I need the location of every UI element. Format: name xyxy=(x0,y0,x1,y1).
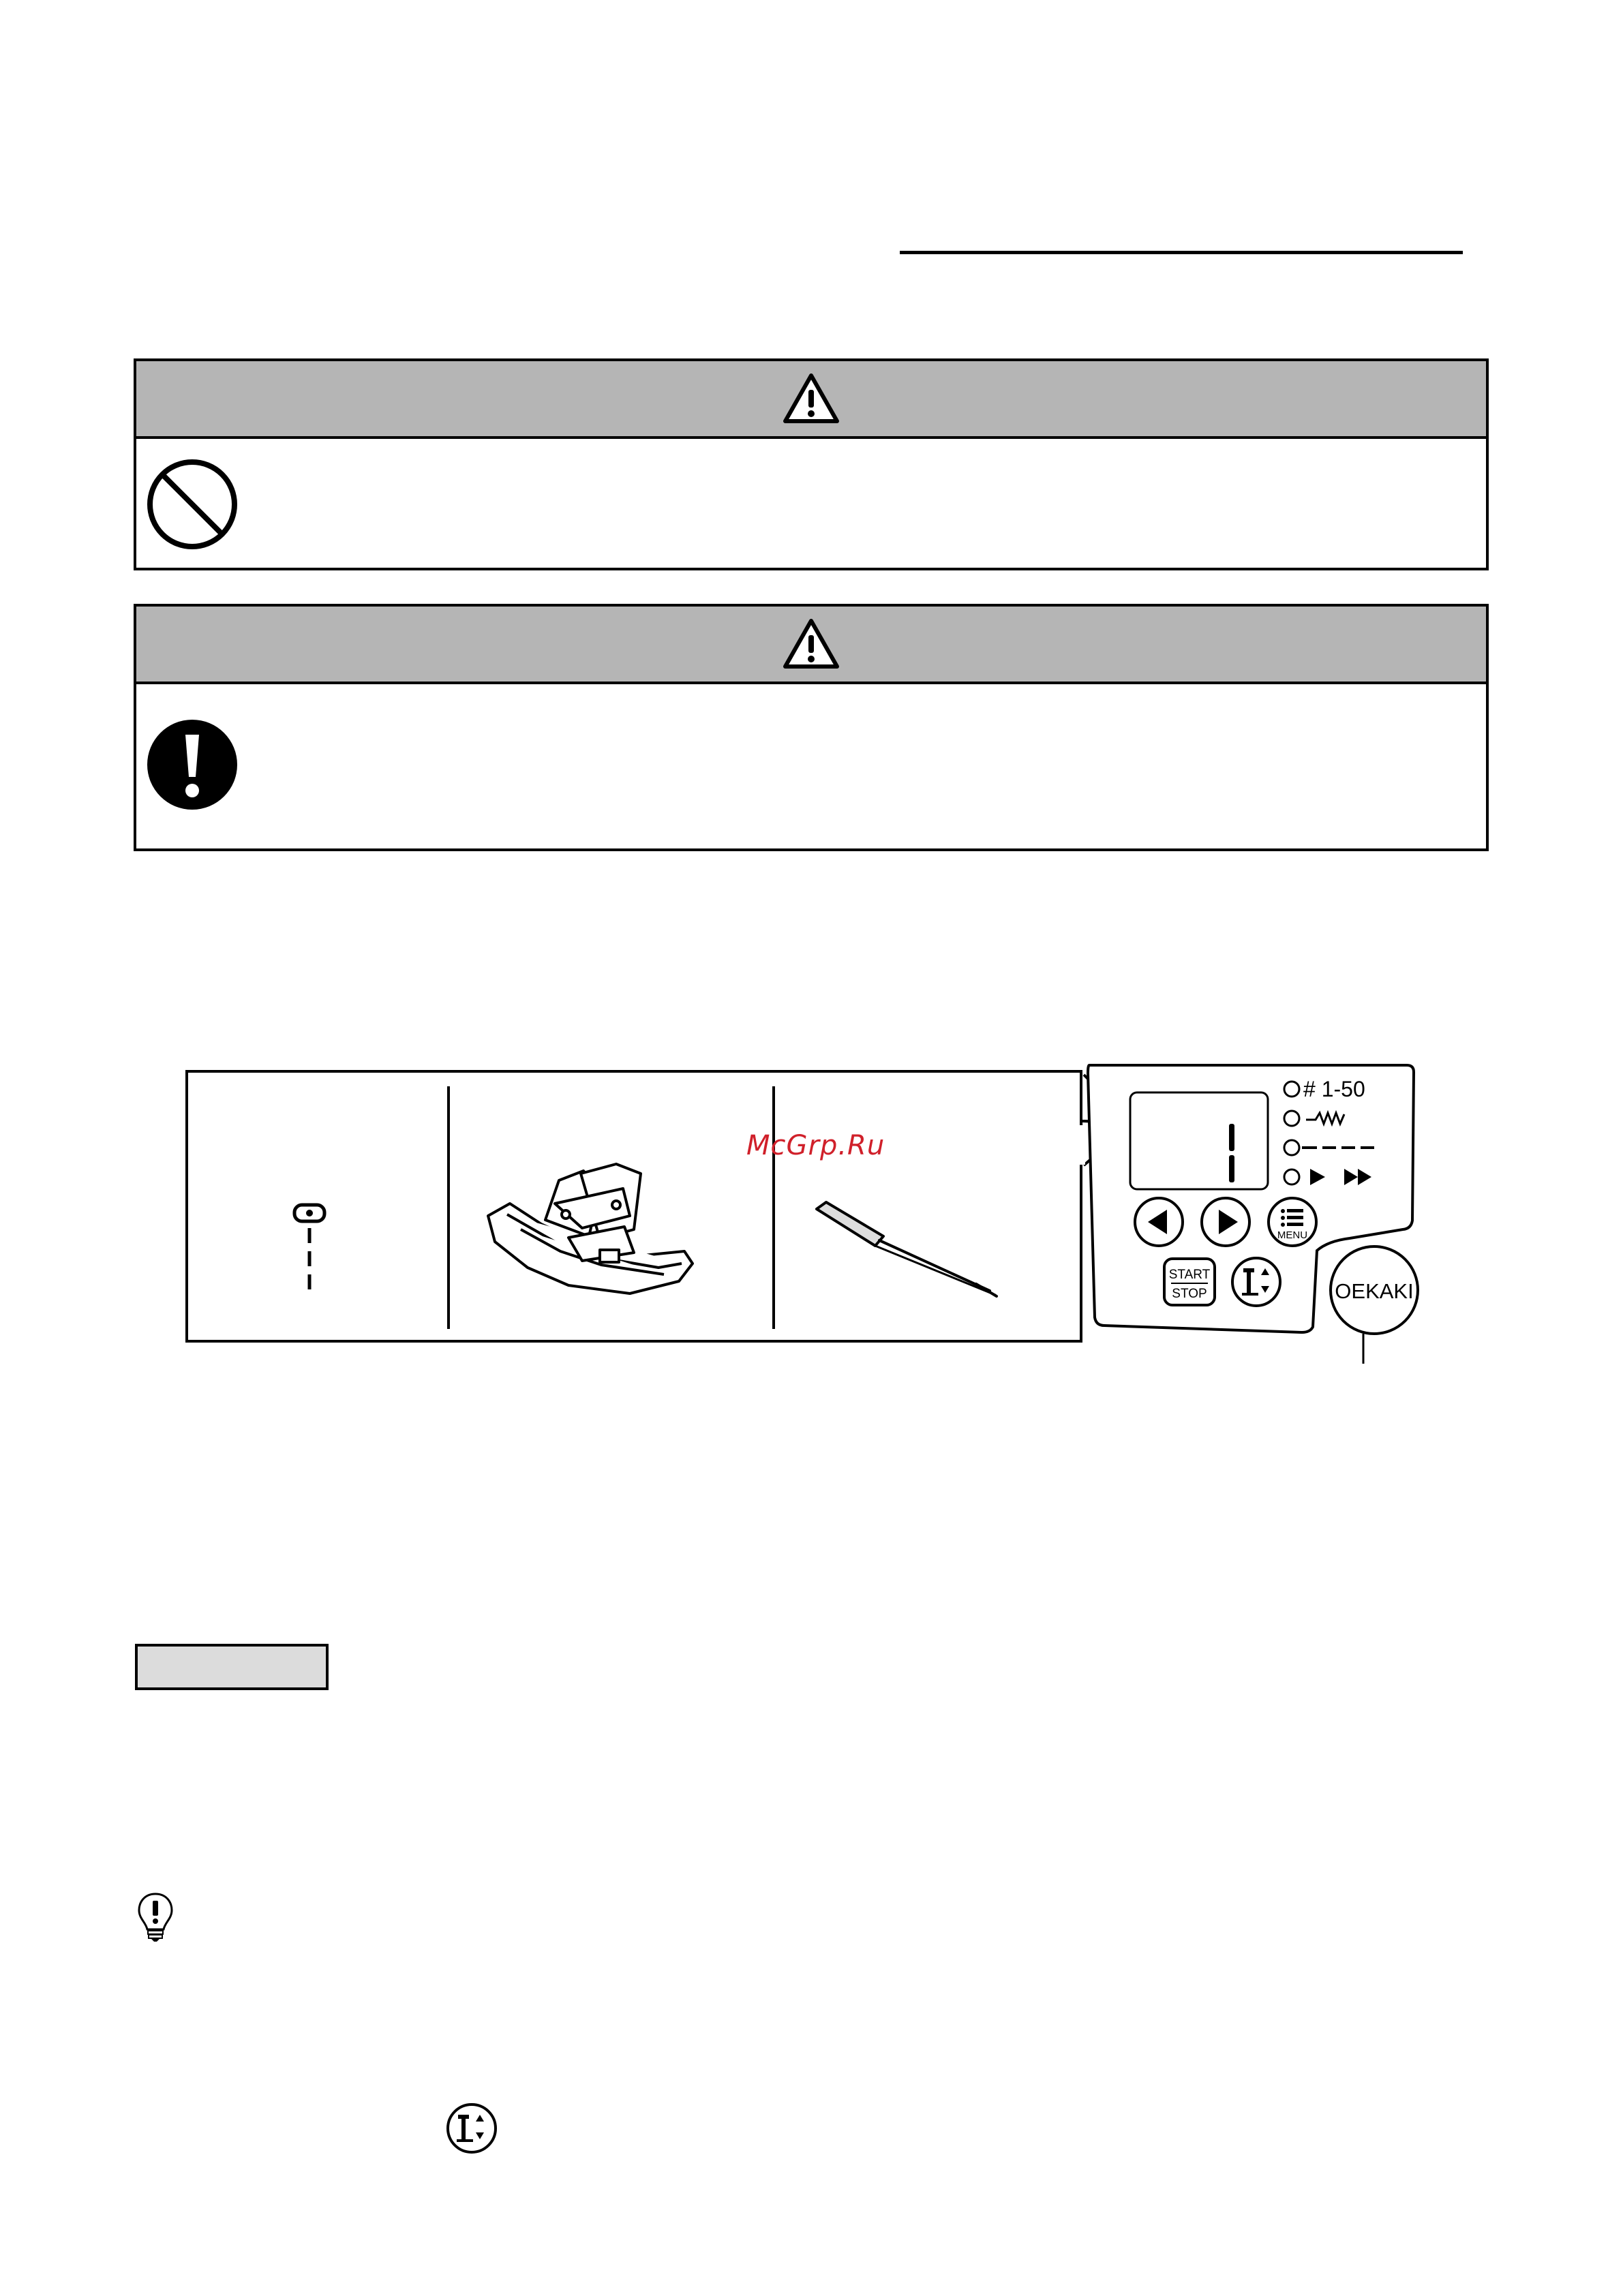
oekaki-label: OEKAKI xyxy=(1335,1279,1414,1303)
presser-foot-icon xyxy=(480,1161,705,1301)
caution-notice-header xyxy=(136,361,1486,439)
straight-stitch-icon xyxy=(290,1202,329,1298)
caution-notice-body xyxy=(136,439,1486,570)
caution-notice-prohibited xyxy=(134,358,1489,570)
control-panel-diagram xyxy=(1063,1060,1431,1366)
menu-label: MENU xyxy=(1277,1229,1308,1241)
watermark-text: McGrp.Ru xyxy=(746,1130,885,1161)
mode-led xyxy=(1284,1169,1299,1184)
caution-notice-header xyxy=(136,607,1486,684)
caution-notice-mandatory xyxy=(134,604,1489,851)
sewing-needle-icon xyxy=(807,1195,1005,1298)
mode-led xyxy=(1284,1082,1299,1097)
prohibited-icon xyxy=(146,458,239,551)
exclamation-circle-icon xyxy=(146,718,239,811)
oekaki-button[interactable] xyxy=(1331,1246,1418,1334)
figure-divider xyxy=(447,1086,450,1329)
start-label: START xyxy=(1168,1268,1211,1282)
stitch-setting-figure xyxy=(185,1070,1082,1343)
section-label-box xyxy=(135,1644,329,1690)
warning-triangle-icon xyxy=(782,617,840,671)
figure-divider xyxy=(772,1086,775,1329)
warning-triangle-icon xyxy=(782,372,840,425)
stop-label: STOP xyxy=(1172,1287,1207,1301)
lcd-display xyxy=(1130,1092,1268,1189)
pattern-number-label: # 1-50 xyxy=(1303,1077,1365,1101)
lightbulb-icon xyxy=(136,1891,175,1943)
start-stop-button[interactable] xyxy=(1164,1259,1215,1305)
needle-position-button[interactable] xyxy=(1232,1258,1280,1306)
mode-led xyxy=(1284,1140,1299,1155)
menu-button[interactable] xyxy=(1269,1198,1316,1246)
title-underline xyxy=(900,251,1463,254)
menu-list-icon xyxy=(1281,1209,1303,1227)
needle-up-down-icon xyxy=(444,2101,499,2156)
mode-led xyxy=(1284,1111,1299,1126)
right-arrow-button[interactable] xyxy=(1202,1198,1249,1246)
caution-notice-body xyxy=(136,684,1486,851)
left-arrow-button[interactable] xyxy=(1135,1198,1183,1246)
